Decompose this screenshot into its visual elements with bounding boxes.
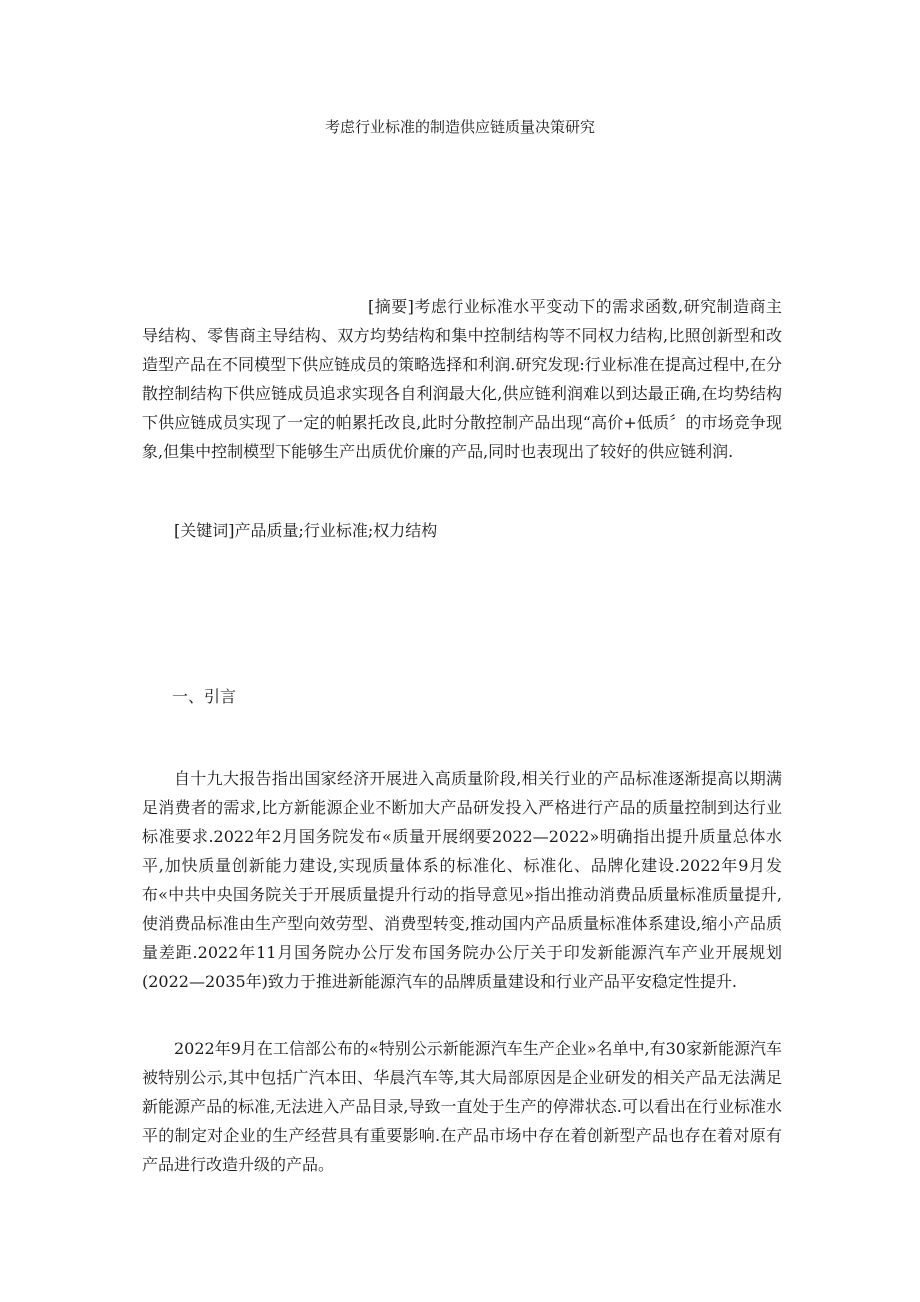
abstract-paragraph: [摘要]考虑行业标准水平变动下的需求函数,研究制造商主导结构、零售商主导结构、双方均势结构和集中控制结构等不同权力结构,比照创新型和改造型产品在不同模型下供应链成员的策略选择和利润.研究发现:行业标准在提高过程中,在分散控制结构下供应链成员追求实现各自利润最大化,供应链利润难以到达最正确,在均势结构下供应链成员实现了一定的帕累托改良,此时分散控制产品出现“高价+低质〞的市场竞争现象,但集中控制模型下能够生产出质优价廉的产品,同时也表现出了较好的供应链利润. <box>142 297 782 461</box>
document-title: 考虑行业标准的制造供应链质量决策研究 <box>324 118 595 136</box>
keywords-line: [关键词]产品质量;行业标准;权力结构 <box>174 521 438 540</box>
body-paragraph: 2022年9月在工信部公布的«特别公示新能源汽车生产企业»名单中,有30家新能源汽车被特别公示,其中包括广汽本田、华晨汽车等,其大局部原因是企业研发的相关产品无法满足新能源产品的标准,无法进入产品目录,导致一直处于生产的停滞状态.可以看出在行业标准水平的制定对企业的生产经营具有重要影响.在产品市场中存在着创新型产品也存在着对原有产品进行改造升级的产品。 <box>142 1039 782 1174</box>
body-paragraph: 自十九大报告指出国家经济开展进入高质量阶段,相关行业的产品标准逐渐提高以期满足消费者的需求,比方新能源企业不断加大产品研发投入严格进行产品的质量控制到达行业标准要求.2022年2月国务院发布«质量开展纲要2022—2022»明确指出提升质量总体水平,加快质量创新能力建设,实现质量体系的标准化、标准化、品牌化建设.2022年9月发布«中共中央国务院关于开展质量提升行动的指导意见»指出推动消费品质量标准质量提升,使消费品标准由生产型向效劳型、消费型转变,推动国内产品质量标准体系建设,缩小产品质量差距.2022年11月国务院办公厅发布国务院办公厅关于印发新能源汽车产业开展规划(2022—2035年)致力于推进新能源汽车的品牌质量建设和行业产品平安稳定性提升. <box>142 769 782 991</box>
section-heading-introduction: 一、引言 <box>172 687 237 706</box>
